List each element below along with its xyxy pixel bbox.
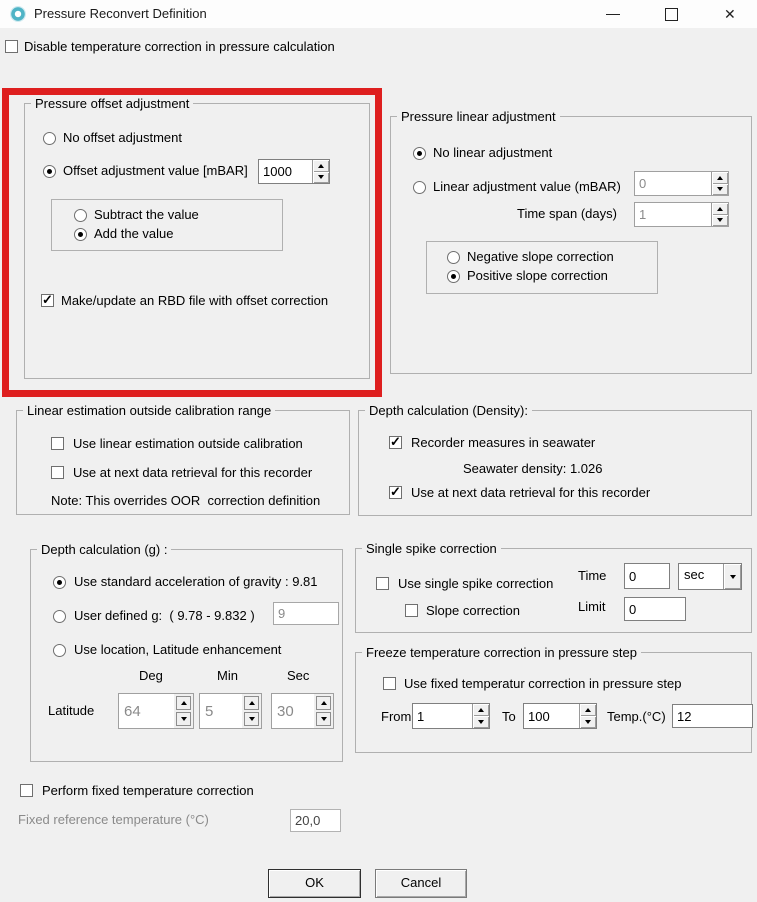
latitude-sec-spin-down[interactable] bbox=[316, 712, 331, 726]
spin-down-icon bbox=[717, 218, 723, 222]
latitude-sec-spin-up[interactable] bbox=[316, 696, 331, 710]
linear-value-input[interactable] bbox=[635, 172, 711, 195]
pressure-linear-group-title: Pressure linear adjustment bbox=[397, 109, 560, 124]
user-defined-g-label[interactable]: User defined g: ( 9.78 - 9.832 ) bbox=[74, 608, 255, 623]
latitude-sec-spinbox bbox=[271, 693, 334, 729]
add-value-label[interactable]: Add the value bbox=[94, 226, 174, 241]
sec-header: Sec bbox=[287, 668, 310, 683]
time-unit-value: sec bbox=[684, 567, 705, 582]
use-fixed-temp-checkbox[interactable] bbox=[383, 677, 396, 690]
offset-value-input[interactable] bbox=[259, 160, 312, 183]
close-button[interactable] bbox=[711, 0, 751, 28]
freeze-temp-group bbox=[355, 645, 752, 753]
negative-slope-radio[interactable] bbox=[447, 251, 460, 264]
spin-up-icon bbox=[717, 176, 723, 180]
offset-value-spin-down[interactable] bbox=[313, 172, 329, 184]
spin-up-icon bbox=[318, 164, 324, 168]
spin-up-icon bbox=[321, 701, 327, 705]
depth-gravity-group-title: Depth calculation (g) : bbox=[37, 542, 171, 557]
min-header: Min bbox=[217, 668, 238, 683]
latitude-min-spin-up[interactable] bbox=[244, 696, 259, 710]
seawater-label[interactable]: Recorder measures in seawater bbox=[411, 435, 596, 450]
fixed-ref-temp-input[interactable] bbox=[290, 809, 341, 832]
maximize-button[interactable] bbox=[651, 0, 691, 28]
latitude-deg-input[interactable] bbox=[119, 694, 174, 728]
linear-value-spin-down[interactable] bbox=[712, 184, 728, 196]
positive-slope-radio[interactable] bbox=[447, 270, 460, 283]
chevron-down-icon bbox=[730, 575, 736, 579]
make-rbd-label[interactable]: Make/update an RBD file with offset correction bbox=[61, 293, 329, 308]
use-spike-label[interactable]: Use single spike correction bbox=[398, 576, 554, 591]
fixed-ref-temp-label: Fixed reference temperature (°C) bbox=[18, 812, 209, 827]
time-span-input[interactable] bbox=[635, 203, 711, 226]
spin-down-icon bbox=[717, 187, 723, 191]
linear-estimation-group-title: Linear estimation outside calibration range bbox=[23, 403, 275, 418]
spin-up-icon bbox=[181, 701, 187, 705]
density-use-next-label[interactable]: Use at next data retrieval for this recorder bbox=[411, 485, 651, 500]
limit-label: Limit bbox=[578, 599, 606, 614]
depth-gravity-group bbox=[30, 542, 343, 762]
linear-estimation-group bbox=[16, 403, 350, 515]
time-span-spin-down[interactable] bbox=[712, 215, 728, 227]
spin-up-icon bbox=[478, 708, 484, 712]
from-input[interactable] bbox=[413, 704, 472, 728]
depth-density-group bbox=[358, 403, 752, 516]
no-offset-label[interactable]: No offset adjustment bbox=[63, 130, 182, 145]
depth-density-group-title: Depth calculation (Density): bbox=[365, 403, 532, 418]
spin-down-icon bbox=[249, 717, 255, 721]
time-span-spinbox bbox=[634, 202, 729, 227]
make-rbd-checkbox[interactable] bbox=[41, 294, 54, 307]
slope-correction-checkbox[interactable] bbox=[405, 604, 418, 617]
latitude-sec-input[interactable] bbox=[272, 694, 314, 728]
oor-note: Note: This overrides OOR correction definition bbox=[51, 493, 321, 508]
add-value-radio[interactable] bbox=[74, 228, 87, 241]
latitude-deg-spin-up[interactable] bbox=[176, 696, 191, 710]
offset-value-spinbox bbox=[258, 159, 330, 184]
pressure-offset-group-title: Pressure offset adjustment bbox=[31, 96, 193, 111]
spin-up-icon bbox=[249, 701, 255, 705]
offset-value-spin-up[interactable] bbox=[313, 160, 329, 172]
single-spike-group-title: Single spike correction bbox=[362, 541, 501, 556]
use-linear-estimation-label[interactable]: Use linear estimation outside calibration bbox=[73, 436, 303, 451]
latitude-deg-spinbox bbox=[118, 693, 194, 729]
use-fixed-temp-label[interactable]: Use fixed temperatur correction in pressure step bbox=[404, 676, 682, 691]
spin-up-icon bbox=[717, 207, 723, 211]
user-defined-g-radio[interactable] bbox=[53, 610, 66, 623]
single-spike-group bbox=[355, 541, 752, 633]
no-linear-label[interactable]: No linear adjustment bbox=[433, 145, 553, 160]
spike-limit-input[interactable] bbox=[624, 597, 686, 621]
standard-gravity-label[interactable]: Use standard acceleration of gravity : 9.81 bbox=[74, 574, 318, 589]
spike-time-input[interactable] bbox=[624, 563, 670, 589]
to-spin-down[interactable] bbox=[580, 716, 596, 728]
linear-value-spinbox bbox=[634, 171, 729, 196]
time-unit-dropdown[interactable] bbox=[678, 563, 742, 590]
use-next-retrieval-label[interactable]: Use at next data retrieval for this recorder bbox=[73, 465, 313, 480]
location-latitude-radio[interactable] bbox=[53, 644, 66, 657]
latitude-deg-spin-down[interactable] bbox=[176, 712, 191, 726]
to-input[interactable] bbox=[524, 704, 579, 728]
disable-temp-correction-label[interactable]: Disable temperature correction in pressure calculation bbox=[24, 39, 335, 54]
spin-down-icon bbox=[478, 720, 484, 724]
time-span-spin-up[interactable] bbox=[712, 203, 728, 215]
time-span-label: Time span (days) bbox=[517, 206, 617, 221]
use-spike-checkbox[interactable] bbox=[376, 577, 389, 590]
to-spin-up[interactable] bbox=[580, 704, 596, 716]
time-label: Time bbox=[578, 568, 607, 583]
linear-value-spin-up[interactable] bbox=[712, 172, 728, 184]
linear-value-radio[interactable] bbox=[413, 181, 426, 194]
density-use-next-checkbox[interactable] bbox=[389, 486, 402, 499]
spin-down-icon bbox=[585, 720, 591, 724]
from-spin-up[interactable] bbox=[473, 704, 489, 716]
deg-header: Deg bbox=[139, 668, 163, 683]
from-spin-down[interactable] bbox=[473, 716, 489, 728]
negative-slope-label[interactable]: Negative slope correction bbox=[467, 249, 614, 264]
spin-down-icon bbox=[181, 717, 187, 721]
user-g-input[interactable] bbox=[273, 602, 339, 625]
standard-gravity-radio[interactable] bbox=[53, 576, 66, 589]
slope-mode-box bbox=[426, 241, 658, 294]
to-spinbox bbox=[523, 703, 597, 729]
use-next-retrieval-checkbox[interactable] bbox=[51, 466, 64, 479]
ok-button[interactable]: OK bbox=[268, 869, 361, 898]
slope-correction-label[interactable]: Slope correction bbox=[426, 603, 520, 618]
latitude-min-input[interactable] bbox=[200, 694, 242, 728]
subtract-value-label[interactable]: Subtract the value bbox=[94, 207, 199, 222]
freeze-temp-group-title: Freeze temperature correction in pressure step bbox=[362, 645, 641, 660]
perform-fixed-temp-checkbox[interactable] bbox=[20, 784, 33, 797]
offset-value-label[interactable]: Offset adjustment value [mBAR] bbox=[63, 163, 248, 178]
to-label: To bbox=[502, 709, 516, 724]
minimize-button[interactable] bbox=[593, 0, 633, 28]
offset-mode-box bbox=[51, 199, 283, 251]
spin-down-icon bbox=[321, 717, 327, 721]
location-latitude-label[interactable]: Use location, Latitude enhancement bbox=[74, 642, 282, 657]
linear-value-label[interactable]: Linear adjustment value (mBAR) bbox=[433, 179, 621, 194]
no-offset-radio[interactable] bbox=[43, 132, 56, 145]
temp-label: Temp.(°C) bbox=[607, 709, 666, 724]
from-spinbox bbox=[412, 703, 490, 729]
perform-fixed-temp-label[interactable]: Perform fixed temperature correction bbox=[42, 783, 254, 798]
pressure-linear-group bbox=[390, 109, 752, 374]
app-icon bbox=[10, 6, 26, 22]
from-label: From bbox=[381, 709, 412, 724]
window-title: Pressure Reconvert Definition bbox=[34, 6, 207, 21]
cancel-button[interactable]: Cancel bbox=[375, 869, 467, 898]
seawater-checkbox[interactable] bbox=[389, 436, 402, 449]
pressure-offset-group bbox=[24, 96, 370, 379]
freeze-temp-input[interactable] bbox=[672, 704, 753, 728]
spin-up-icon bbox=[585, 708, 591, 712]
offset-value-radio[interactable] bbox=[43, 165, 56, 178]
title-bar bbox=[0, 0, 757, 28]
dropdown-arrow-icon[interactable] bbox=[723, 564, 741, 589]
latitude-min-spinbox bbox=[199, 693, 262, 729]
use-linear-estimation-checkbox[interactable] bbox=[51, 437, 64, 450]
seawater-density-text: Seawater density: 1.026 bbox=[463, 461, 603, 476]
positive-slope-label[interactable]: Positive slope correction bbox=[467, 268, 608, 283]
subtract-value-radio[interactable] bbox=[74, 209, 87, 222]
spin-down-icon bbox=[318, 175, 324, 179]
no-linear-radio[interactable] bbox=[413, 147, 426, 160]
disable-temp-correction-checkbox[interactable] bbox=[5, 40, 18, 53]
latitude-label: Latitude bbox=[48, 703, 95, 718]
latitude-min-spin-down[interactable] bbox=[244, 712, 259, 726]
